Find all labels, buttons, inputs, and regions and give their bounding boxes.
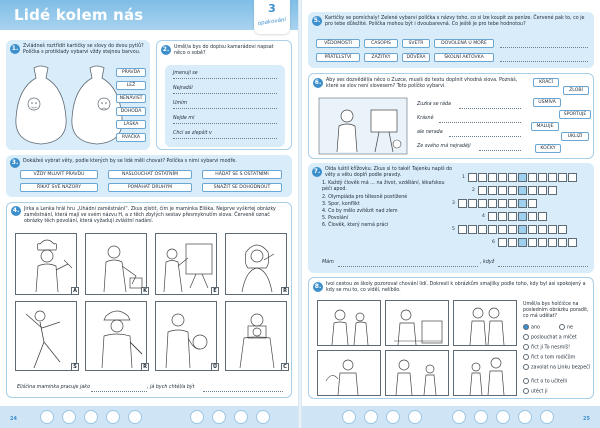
yes-option[interactable]: [523, 324, 540, 332]
crossword-cell[interactable]: [568, 238, 577, 247]
crossword-cell[interactable]: [468, 199, 477, 208]
crossword-row-number: 4: [482, 214, 485, 219]
crossword-cell[interactable]: [518, 199, 527, 208]
crossword-row-number: 1: [462, 175, 465, 180]
footer-bubble: [452, 410, 466, 424]
crossword-cell[interactable]: [518, 186, 527, 195]
crossword-cell[interactable]: [508, 238, 517, 247]
crossword-cell[interactable]: [488, 186, 497, 195]
crossword-cell[interactable]: [538, 225, 547, 234]
scene-image-4[interactable]: [317, 350, 381, 396]
footer-bubble: [62, 410, 76, 424]
crossword-clue: 1. Každý člověk má … na život, vzdělání, lékařskou péči apod.: [322, 181, 445, 193]
exercise-8-instruction: Ivoi cestou ze školy pozoroval chování lidí. Dokresli k obrázkům smajlíky podle toho, kdy byl asi spokojený a kdy se mu to, co viděl, nelíbilo.: [326, 282, 586, 294]
letter-box[interactable]: E: [211, 287, 219, 295]
scene-image-6[interactable]: [453, 350, 517, 396]
profession-image-mechanic[interactable]: [85, 233, 147, 295]
zuzka-line[interactable]: [439, 122, 521, 123]
profession-image-painter[interactable]: [155, 233, 217, 295]
footer-bubble: [84, 410, 98, 424]
footer-bubble: [212, 410, 226, 424]
footer-bubble: [496, 410, 510, 424]
word-card[interactable]: RVAČKA: [116, 133, 146, 142]
crossword-cell[interactable]: [568, 173, 577, 182]
crossword-cell[interactable]: [498, 173, 507, 182]
scene-image-1[interactable]: [317, 300, 381, 346]
crossword-cell[interactable]: [518, 225, 527, 234]
crossword-cell[interactable]: [528, 238, 537, 247]
exercise-5-instruction: Kartičky se pomíchaly! Zelené vybarvi políčka s názvy toho, co si lze koupit za peníze. Červené pak to, co je pro tebe důležité. Políčka mohou být i dvoubarevná. Co ještě je pro tebe hodnotou?: [325, 16, 585, 28]
zuzka-line-label: Krásně: [417, 116, 434, 121]
crossword-cell[interactable]: [478, 199, 487, 208]
word-card[interactable]: DOHODA: [116, 107, 146, 116]
advice-question: Uměl/a bys holčičce na posledním obrázku poradit, co má udělat?: [523, 302, 589, 320]
scene-image-2[interactable]: [385, 300, 449, 346]
letter-box: [165, 65, 285, 147]
crossword-cell[interactable]: [498, 212, 507, 221]
crossword-cell[interactable]: [528, 186, 537, 195]
crossword-cell[interactable]: [508, 212, 517, 221]
profession-image-doctor[interactable]: [155, 301, 217, 371]
crossword-cell[interactable]: [538, 186, 547, 195]
letter-line-label: Umím: [173, 101, 188, 106]
crossword-cell[interactable]: [478, 186, 487, 195]
crossword-cell[interactable]: [468, 173, 477, 182]
exercise-1-panel: [6, 40, 150, 150]
phrase-card[interactable]: HÁDAT SE S OSTATNÍMI: [202, 170, 282, 179]
footer-bubble: [408, 410, 422, 424]
word-card[interactable]: KOČKY: [535, 144, 561, 153]
right-page: [302, 0, 600, 428]
exercise-7-instruction: Olda luštil křížovku. Zkus si to také! Tajenku napiš do věty a větu doplň podle pravdy.: [325, 167, 453, 179]
crossword-cell[interactable]: [478, 173, 487, 182]
zuzka-line[interactable]: [479, 150, 521, 151]
zuzka-line[interactable]: [449, 136, 521, 137]
exercise-1-instruction: Zvládneš roztřídit kartičky se slovy do dvou pytlů? Políčka s protiklady vybarvi vždy stejnou barvou.: [23, 44, 144, 56]
profession-image-photographer[interactable]: [225, 301, 287, 371]
footer-bubble: [540, 410, 554, 424]
scene-image-5[interactable]: [385, 350, 449, 396]
value-card[interactable]: VĚDOMOSTI: [316, 39, 360, 48]
footer-bubble: [386, 410, 400, 424]
profession-image-singer[interactable]: [225, 233, 287, 295]
crossword-cell[interactable]: [538, 212, 547, 221]
answer-right-line[interactable]: [203, 391, 283, 392]
crossword-cell[interactable]: [508, 199, 517, 208]
value-card[interactable]: SVETR: [402, 39, 430, 48]
crossword-cell[interactable]: [528, 199, 537, 208]
letter-line[interactable]: [173, 123, 277, 124]
value-answer-line[interactable]: [500, 61, 588, 62]
word-card[interactable]: MALUJE: [531, 122, 559, 131]
footer-bubble: [106, 410, 120, 424]
crossword-clue: 3. Spor, konflikt: [322, 202, 360, 207]
advice-option[interactable]: říct o tom rodičům: [523, 354, 575, 362]
sentence-right-label: , když: [480, 260, 495, 265]
sentence-line[interactable]: [338, 266, 478, 267]
letter-box[interactable]: Ů: [212, 364, 218, 370]
crossword-cell[interactable]: [548, 238, 557, 247]
sentence-left-label: Mám: [322, 260, 334, 265]
exercise-2-panel: [156, 40, 292, 150]
answer-left-line[interactable]: [91, 391, 147, 392]
letter-line-label: Nejde mi: [173, 116, 195, 121]
crossword-cell[interactable]: [498, 186, 507, 195]
word-card[interactable]: LÁSKA: [116, 120, 146, 129]
crossword-cell[interactable]: [478, 225, 487, 234]
crossword-clue: 5. Povolání: [322, 216, 349, 221]
crossword-cell[interactable]: [458, 225, 467, 234]
zuzka-line-label: ale nerada: [417, 130, 443, 135]
crossword-cell[interactable]: [558, 225, 567, 234]
exercise-6-panel: [308, 73, 594, 159]
exercise-6-number: 6.: [314, 79, 322, 86]
word-card[interactable]: PRAVDA: [116, 68, 146, 77]
footer-bubble: [256, 410, 270, 424]
exercise-1-number: 1.: [11, 45, 19, 52]
no-label: ne: [567, 325, 573, 331]
letter-box[interactable]: Š: [71, 363, 79, 371]
profession-image-firefighter[interactable]: [85, 301, 147, 371]
word-card[interactable]: KRÁČÍ: [533, 78, 559, 87]
no-option[interactable]: [559, 324, 573, 332]
chapter-number: 3: [268, 2, 276, 15]
letter-line-label: Jmenuji se: [173, 71, 198, 76]
word-card[interactable]: USMÍVÁ: [533, 98, 561, 107]
exercise-3-instruction: Dokážeš vybrat věty, podle kterých by se lidé měli chovat? Políčka s nimi vybarvi modře.: [23, 159, 237, 164]
letter-line[interactable]: [173, 93, 277, 94]
crossword-cell[interactable]: [538, 173, 547, 182]
sack-left-icon: [12, 64, 70, 146]
crossword-row-number: 6: [492, 240, 495, 245]
footer-band: [0, 406, 298, 428]
crossword-cell[interactable]: [518, 238, 527, 247]
crossword-cell[interactable]: [538, 238, 547, 247]
value-card[interactable]: ČASOPIS: [364, 39, 398, 48]
crossword-cell[interactable]: [558, 173, 567, 182]
page-number: 24: [10, 416, 17, 422]
crossword-cell[interactable]: [518, 173, 527, 182]
exercise-2-number: 2.: [162, 46, 170, 53]
crossword-row-number: 5: [452, 227, 455, 232]
crossword-cell[interactable]: [488, 173, 497, 182]
exercise-7-number: 7.: [313, 168, 321, 175]
crossword-row-number: 2: [472, 188, 475, 193]
exercise-3-number: 3.: [11, 159, 19, 166]
word-card[interactable]: SPORTUJE: [559, 110, 591, 119]
footer-bubble: [190, 410, 204, 424]
yes-label: ano: [531, 325, 540, 331]
letter-box[interactable]: R: [141, 363, 149, 371]
value-card[interactable]: PŘÁTELSTVÍ: [316, 53, 360, 62]
advice-option[interactable]: říct o to učitelli: [523, 378, 567, 386]
zuzka-line-label: Ze svého má nejraději: [417, 144, 471, 149]
letter-line-label: Nejradši: [173, 86, 193, 91]
crossword-cell[interactable]: [498, 225, 507, 234]
girl-illustration: [317, 96, 409, 156]
letter-box[interactable]: C: [281, 363, 289, 371]
crossword-clue: 4. Co by mělo zvítězit nad zlem: [322, 209, 398, 214]
crossword-cell[interactable]: [528, 225, 537, 234]
crossword-cell[interactable]: [498, 199, 507, 208]
exercise-3-panel: [6, 155, 292, 197]
exercise-4-panel: [6, 202, 292, 398]
crossword-cell[interactable]: [548, 225, 557, 234]
left-page: [0, 0, 298, 428]
phrase-card[interactable]: ŘÍKAT SVÉ NÁZORY: [20, 183, 98, 192]
value-card[interactable]: DOVOLENÁ U MOŘE: [434, 39, 494, 48]
sentence-line[interactable]: [498, 266, 588, 267]
exercise-6-instruction: Aby ses dozvěděl/a něco o Zuzce, musíš do textu doplnit vhodná slova. Poznáš, které se slov není slovesem? Toto políčko vybarvi.: [326, 78, 518, 90]
footer-bubble: [474, 410, 488, 424]
crossword-cell[interactable]: [488, 225, 497, 234]
crossword-cell[interactable]: [468, 225, 477, 234]
footer-bubble: [342, 410, 356, 424]
value-card[interactable]: DŮVĚRA: [402, 53, 430, 62]
letter-line[interactable]: [173, 138, 277, 139]
footer-bubble: [128, 410, 142, 424]
crossword-cell[interactable]: [508, 173, 517, 182]
phrase-card[interactable]: POMÁHAT DRUHÝM: [108, 183, 192, 192]
answer-left-label: Eliščina maminka pracuje jako: [17, 385, 90, 390]
word-card[interactable]: UKLIZÍ: [561, 132, 589, 141]
crossword-cell[interactable]: [508, 225, 517, 234]
exercise-4-number: 4.: [12, 207, 20, 214]
exercise-2-instruction: Uměl/a bys do dopisu kamarádovi napsat něco o sobě?: [174, 45, 274, 57]
advice-option[interactable]: říct ji To nesmíš!: [523, 344, 570, 352]
crossword-cell[interactable]: [548, 186, 557, 195]
letter-box[interactable]: A: [71, 287, 79, 295]
footer-bubble: [518, 410, 532, 424]
profession-image-cook[interactable]: [15, 233, 77, 295]
crossword-cell[interactable]: [498, 238, 507, 247]
answer-right-label: , já bych chtěl/a být: [147, 385, 195, 390]
footer-bubble: [40, 410, 54, 424]
crossword-cell[interactable]: [508, 186, 517, 195]
page-number: 25: [583, 416, 590, 422]
phrase-card[interactable]: VŽDY MLUVIT PRAVDU: [20, 170, 98, 179]
zuzka-line-label: Zuzka se ráda: [417, 102, 451, 107]
exercise-8-panel: [308, 277, 594, 399]
crossword-clue: 6. Člověk, který nemá práci: [322, 223, 389, 228]
letter-line-label: Chci se zlepšit v: [173, 131, 212, 136]
exercise-7-panel: [308, 163, 594, 273]
zuzka-line[interactable]: [459, 108, 521, 109]
crossword-cell[interactable]: [488, 212, 497, 221]
crossword-cell[interactable]: [488, 199, 497, 208]
phrase-card[interactable]: SNAŽIT SE DOHODNOUT: [202, 183, 282, 192]
footer-bubble: [234, 410, 248, 424]
crossword-cell[interactable]: [558, 238, 567, 247]
footer-bubble: [364, 410, 378, 424]
crossword-cell[interactable]: [458, 199, 467, 208]
word-card[interactable]: ZLOBÍ: [563, 86, 589, 95]
chapter-tab: [254, 0, 290, 34]
advice-option[interactable]: poslouchat a mlčet: [523, 334, 577, 342]
crossword-cell[interactable]: [518, 212, 527, 221]
value-card[interactable]: ZÁŽITKY: [364, 53, 398, 62]
profession-image-dancer[interactable]: [15, 301, 77, 371]
exercise-5-number: 5.: [313, 17, 321, 24]
letter-box[interactable]: K: [141, 287, 149, 295]
letter-line[interactable]: [173, 78, 277, 79]
crossword-row-number: 3: [452, 201, 455, 206]
scene-image-3[interactable]: [453, 300, 517, 346]
exercise-5-panel: [308, 12, 594, 68]
value-answer-line[interactable]: [500, 47, 588, 48]
advice-option[interactable]: zavolat na Linku bezpečí: [523, 364, 593, 372]
exercise-8-number: 8.: [314, 283, 322, 290]
crossword-cell[interactable]: [548, 173, 557, 182]
word-card[interactable]: NENÁVIST: [116, 94, 146, 103]
chapter-label: opakování: [257, 17, 287, 27]
value-card[interactable]: ŠKOLNÍ AKTOVKA: [434, 53, 494, 62]
crossword-clue: 2. Olympiáda pro tělesně postižené: [322, 195, 408, 200]
letter-line[interactable]: [173, 108, 277, 109]
phrase-card[interactable]: NASLOUCHAT OSTATNÍM: [108, 170, 192, 179]
crossword-cell[interactable]: [528, 173, 537, 182]
word-card[interactable]: LEŽ: [116, 81, 146, 90]
crossword-grid: [452, 173, 590, 257]
page-title: Lidé kolem nás: [14, 6, 144, 24]
letter-box[interactable]: Ř: [281, 287, 289, 295]
advice-option[interactable]: utéct ji: [523, 388, 548, 396]
crossword-cell[interactable]: [528, 212, 537, 221]
exercise-4-instruction: Jirka a Lenka hrál hru „Uhádni zaměstnání“. Zkus zjistit, čím je maminka Eliška. Nejprve vyškrtej obrázky zaměstnání, která mají ve svém názvu H, a z těch zbylých sestav přesmyknutím slova. Červeně označ obrázky těch povolání, která vyžadují zvláštní nadání.: [24, 207, 276, 225]
footer-band: [302, 406, 600, 428]
